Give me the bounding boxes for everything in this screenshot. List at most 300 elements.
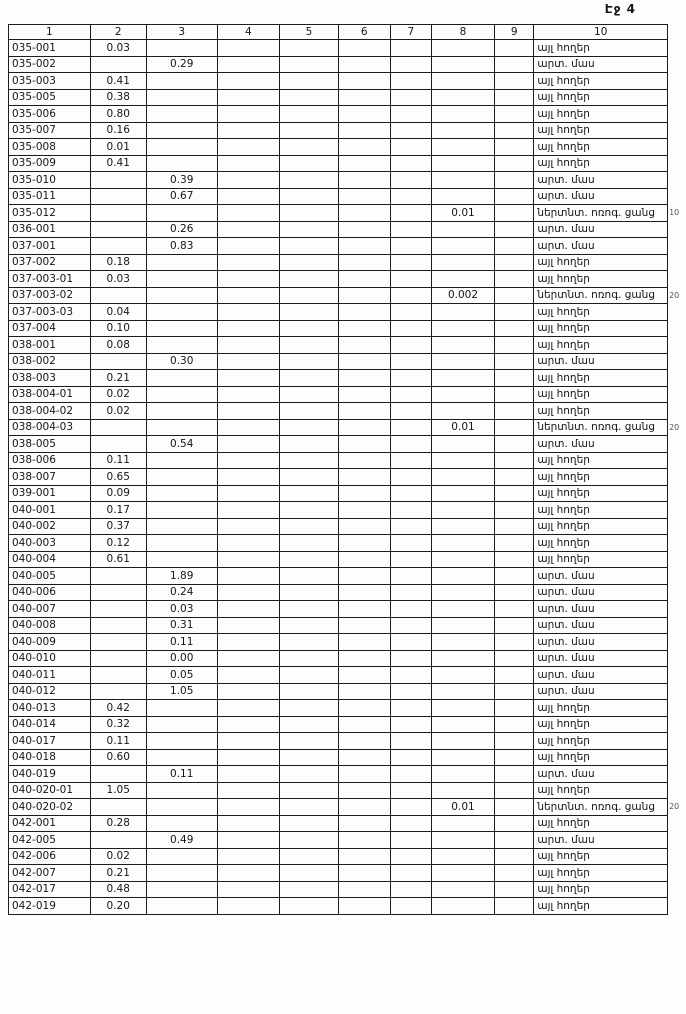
margin-note (668, 320, 686, 337)
value-cell (338, 815, 390, 832)
table-row (9, 551, 686, 568)
value-cell: 0.41 (90, 155, 146, 172)
value-cell (338, 56, 390, 73)
margin-note (668, 485, 686, 502)
value-cell (338, 353, 390, 370)
value-cell (146, 337, 217, 354)
land-type-cell: արտ. մաս (534, 683, 668, 700)
margin-note (668, 881, 686, 898)
parcel-code-cell: 035-010 (9, 172, 91, 189)
value-cell (338, 502, 390, 519)
value-cell (280, 221, 339, 238)
table-wrap (8, 24, 686, 915)
margin-note (668, 766, 686, 783)
value-cell (495, 452, 534, 469)
value-cell: 0.32 (90, 716, 146, 733)
value-cell: 0.42 (90, 700, 146, 717)
value-cell (217, 122, 280, 139)
value-cell (495, 271, 534, 288)
value-cell (390, 832, 431, 849)
value-cell (90, 617, 146, 634)
value-cell (495, 155, 534, 172)
value-cell (495, 188, 534, 205)
value-cell (280, 617, 339, 634)
value-cell (280, 271, 339, 288)
value-cell (338, 865, 390, 882)
table-row (9, 320, 686, 337)
value-cell (431, 155, 494, 172)
parcel-code-cell: 037-003-02 (9, 287, 91, 304)
value-cell (431, 551, 494, 568)
land-type-cell: այլ հողեր (534, 716, 668, 733)
table-row (9, 304, 686, 321)
value-cell (495, 205, 534, 222)
table-row (9, 749, 686, 766)
table-row (9, 568, 686, 585)
value-cell (495, 370, 534, 387)
value-cell (431, 832, 494, 849)
value-cell (280, 799, 339, 816)
value-cell (217, 238, 280, 255)
value-cell: 0.20 (90, 898, 146, 915)
value-cell (146, 815, 217, 832)
value-cell (146, 89, 217, 106)
value-cell (217, 667, 280, 684)
value-cell (217, 518, 280, 535)
value-cell (90, 766, 146, 783)
value-cell: 0.30 (146, 353, 217, 370)
table-row (9, 766, 686, 783)
table-row (9, 238, 686, 255)
value-cell (338, 122, 390, 139)
table-row (9, 122, 686, 139)
value-cell (280, 749, 339, 766)
land-type-cell: այլ հողեր (534, 89, 668, 106)
value-cell (431, 749, 494, 766)
margin-note (668, 700, 686, 717)
table-row (9, 56, 686, 73)
land-type-cell: այլ հողեր (534, 122, 668, 139)
value-cell (390, 238, 431, 255)
column-header: 9 (495, 25, 534, 40)
value-cell (280, 436, 339, 453)
value-cell (431, 485, 494, 502)
value-cell: 0.04 (90, 304, 146, 321)
value-cell (338, 254, 390, 271)
value-cell (390, 535, 431, 552)
value-cell (338, 205, 390, 222)
margin-note: 20 (669, 290, 680, 300)
land-type-cell: արտ. մաս (534, 568, 668, 585)
table-row (9, 254, 686, 271)
value-cell (338, 766, 390, 783)
value-cell (431, 518, 494, 535)
table-row (9, 518, 686, 535)
land-type-cell: այլ հողեր (534, 337, 668, 354)
value-cell (338, 518, 390, 535)
value-cell (431, 601, 494, 618)
table-row (9, 898, 686, 915)
land-type-cell: այլ հողեր (534, 403, 668, 420)
value-cell (90, 56, 146, 73)
value-cell: 1.05 (90, 782, 146, 799)
value-cell (338, 221, 390, 238)
value-cell: 0.49 (146, 832, 217, 849)
table-row (9, 106, 686, 123)
value-cell: 0.02 (90, 386, 146, 403)
value-cell (217, 403, 280, 420)
value-cell (146, 700, 217, 717)
table-row (9, 584, 686, 601)
value-cell (431, 535, 494, 552)
value-cell: 0.60 (90, 749, 146, 766)
value-cell (338, 304, 390, 321)
land-type-cell: այլ հողեր (534, 271, 668, 288)
table-row (9, 716, 686, 733)
parcel-code-cell: 038-004-01 (9, 386, 91, 403)
column-header: 2 (90, 25, 146, 40)
value-cell (217, 172, 280, 189)
parcel-code-cell: 040-005 (9, 568, 91, 585)
value-cell (390, 320, 431, 337)
land-type-cell: այլ հողեր (534, 485, 668, 502)
parcel-code-cell: 040-001 (9, 502, 91, 519)
value-cell (280, 485, 339, 502)
margin-note (668, 370, 686, 387)
value-cell (390, 799, 431, 816)
value-cell (217, 188, 280, 205)
value-cell (495, 337, 534, 354)
table-row (9, 287, 686, 304)
margin-note (668, 650, 686, 667)
value-cell (90, 205, 146, 222)
land-type-cell: արտ. մաս (534, 617, 668, 634)
margin-note (668, 386, 686, 403)
land-type-cell: արտ. մաս (534, 221, 668, 238)
margin-note (668, 122, 686, 139)
table-row (9, 73, 686, 90)
value-cell (390, 221, 431, 238)
table-row (9, 799, 686, 816)
value-cell (217, 485, 280, 502)
land-type-cell: արտ. մաս (534, 188, 668, 205)
value-cell (280, 287, 339, 304)
value-cell (146, 40, 217, 57)
value-cell (431, 716, 494, 733)
value-cell (338, 73, 390, 90)
value-cell (217, 634, 280, 651)
value-cell (146, 320, 217, 337)
value-cell: 0.03 (146, 601, 217, 618)
land-type-cell: այլ հողեր (534, 73, 668, 90)
value-cell (390, 650, 431, 667)
land-type-cell: այլ հողեր (534, 106, 668, 123)
value-cell (390, 40, 431, 57)
value-cell (217, 601, 280, 618)
value-cell (280, 172, 339, 189)
value-cell: 0.03 (90, 40, 146, 57)
land-type-cell: ներտնտ. ոռոգ. ցանց (534, 799, 668, 816)
value-cell: 0.37 (90, 518, 146, 535)
value-cell (390, 634, 431, 651)
value-cell (431, 139, 494, 156)
header-row (9, 25, 686, 40)
value-cell (280, 106, 339, 123)
value-cell (431, 815, 494, 832)
parcel-code-cell: 035-003 (9, 73, 91, 90)
margin-note (668, 683, 686, 700)
parcel-code-cell: 038-006 (9, 452, 91, 469)
value-cell (495, 898, 534, 915)
value-cell (495, 848, 534, 865)
value-cell (280, 238, 339, 255)
value-cell (390, 271, 431, 288)
margin-note (668, 56, 686, 73)
value-cell (90, 436, 146, 453)
value-cell (495, 683, 534, 700)
margin-note (668, 815, 686, 832)
table-row (9, 502, 686, 519)
value-cell: 1.89 (146, 568, 217, 585)
value-cell (431, 386, 494, 403)
value-cell (280, 89, 339, 106)
value-cell (217, 683, 280, 700)
value-cell (90, 287, 146, 304)
land-type-cell: արտ. մաս (534, 436, 668, 453)
value-cell (390, 568, 431, 585)
table-row (9, 733, 686, 750)
value-cell (217, 254, 280, 271)
value-cell: 0.48 (90, 881, 146, 898)
value-cell: 0.54 (146, 436, 217, 453)
value-cell (390, 749, 431, 766)
value-cell (390, 205, 431, 222)
value-cell (280, 700, 339, 717)
value-cell (146, 287, 217, 304)
value-cell: 0.21 (90, 865, 146, 882)
value-cell (338, 568, 390, 585)
value-cell (390, 766, 431, 783)
value-cell (495, 584, 534, 601)
value-cell (431, 683, 494, 700)
value-cell (280, 337, 339, 354)
value-cell (495, 535, 534, 552)
value-cell (146, 865, 217, 882)
value-cell (280, 469, 339, 486)
value-cell (146, 271, 217, 288)
value-cell: 0.03 (90, 271, 146, 288)
margin-note (668, 452, 686, 469)
value-cell (217, 716, 280, 733)
land-type-cell: այլ հողեր (534, 815, 668, 832)
margin-note (668, 733, 686, 750)
value-cell (390, 139, 431, 156)
land-type-cell: այլ հողեր (534, 782, 668, 799)
parcel-code-cell: 042-006 (9, 848, 91, 865)
value-cell (390, 403, 431, 420)
value-cell: 0.80 (90, 106, 146, 123)
value-cell (146, 749, 217, 766)
parcel-code-cell: 038-004-03 (9, 419, 91, 436)
value-cell (280, 188, 339, 205)
land-type-cell: արտ. մաս (534, 766, 668, 783)
value-cell (431, 172, 494, 189)
land-type-cell: այլ հողեր (534, 749, 668, 766)
value-cell (390, 733, 431, 750)
value-cell (431, 782, 494, 799)
value-cell (390, 254, 431, 271)
value-cell (280, 73, 339, 90)
value-cell (217, 106, 280, 123)
value-cell (495, 287, 534, 304)
value-cell: 0.18 (90, 254, 146, 271)
margin-note (668, 782, 686, 799)
value-cell (495, 749, 534, 766)
value-cell (217, 832, 280, 849)
value-cell (390, 73, 431, 90)
parcel-code-cell: 038-004-02 (9, 403, 91, 420)
value-cell (390, 122, 431, 139)
land-type-cell: այլ հողեր (534, 304, 668, 321)
value-cell (146, 304, 217, 321)
parcel-code-cell: 037-003-03 (9, 304, 91, 321)
value-cell (495, 73, 534, 90)
value-cell (495, 485, 534, 502)
table-row (9, 221, 686, 238)
value-cell (495, 172, 534, 189)
value-cell (338, 172, 390, 189)
value-cell (217, 799, 280, 816)
value-cell (280, 419, 339, 436)
value-cell (146, 122, 217, 139)
value-cell (217, 436, 280, 453)
value-cell (217, 502, 280, 519)
value-cell (338, 287, 390, 304)
value-cell (280, 782, 339, 799)
value-cell (431, 188, 494, 205)
land-type-cell: ներտնտ. ոռոգ. ցանց (534, 287, 668, 304)
margin-note (668, 337, 686, 354)
value-cell (390, 452, 431, 469)
parcel-code-cell: 037-002 (9, 254, 91, 271)
land-type-cell: այլ հողեր (534, 881, 668, 898)
value-cell (217, 56, 280, 73)
value-cell (280, 452, 339, 469)
value-cell (390, 601, 431, 618)
value-cell (338, 419, 390, 436)
value-cell (338, 898, 390, 915)
table-row (9, 865, 686, 882)
margin-note (668, 898, 686, 915)
value-cell (431, 634, 494, 651)
table-row (9, 617, 686, 634)
margin-note (668, 40, 686, 57)
parcel-code-cell: 042-005 (9, 832, 91, 849)
value-cell (390, 419, 431, 436)
value-cell (217, 353, 280, 370)
value-cell (90, 353, 146, 370)
land-type-cell: այլ հողեր (534, 848, 668, 865)
value-cell (338, 584, 390, 601)
table-row (9, 848, 686, 865)
value-cell (495, 320, 534, 337)
value-cell (146, 485, 217, 502)
land-parcel-table (8, 24, 686, 915)
value-cell (217, 881, 280, 898)
table-row (9, 353, 686, 370)
value-cell (390, 370, 431, 387)
value-cell: 1.05 (146, 683, 217, 700)
value-cell (431, 667, 494, 684)
value-cell: 0.39 (146, 172, 217, 189)
value-cell (431, 73, 494, 90)
value-cell (217, 749, 280, 766)
value-cell (431, 584, 494, 601)
land-type-cell: այլ հողեր (534, 700, 668, 717)
table-row (9, 469, 686, 486)
value-cell (217, 304, 280, 321)
value-cell (495, 106, 534, 123)
margin-note (668, 139, 686, 156)
value-cell (495, 502, 534, 519)
value-cell (431, 40, 494, 57)
parcel-code-cell: 035-011 (9, 188, 91, 205)
value-cell (338, 832, 390, 849)
value-cell (146, 254, 217, 271)
value-cell (280, 535, 339, 552)
value-cell (431, 56, 494, 73)
value-cell (217, 617, 280, 634)
value-cell (217, 568, 280, 585)
value-cell (217, 782, 280, 799)
margin-note (668, 89, 686, 106)
value-cell: 0.002 (431, 287, 494, 304)
value-cell (495, 56, 534, 73)
column-header: 5 (280, 25, 339, 40)
land-type-cell: այլ հողեր (534, 502, 668, 519)
value-cell: 0.17 (90, 502, 146, 519)
value-cell (90, 634, 146, 651)
value-cell (217, 700, 280, 717)
value-cell (431, 370, 494, 387)
parcel-code-cell: 039-001 (9, 485, 91, 502)
value-cell (146, 881, 217, 898)
value-cell (495, 568, 534, 585)
value-cell (431, 254, 494, 271)
parcel-code-cell: 042-001 (9, 815, 91, 832)
table-row (9, 700, 686, 717)
value-cell (495, 469, 534, 486)
value-cell (495, 40, 534, 57)
parcel-code-cell: 035-005 (9, 89, 91, 106)
value-cell (431, 568, 494, 585)
parcel-code-cell: 037-003-01 (9, 271, 91, 288)
column-header: 6 (338, 25, 390, 40)
value-cell (338, 799, 390, 816)
value-cell (431, 733, 494, 750)
value-cell (280, 40, 339, 57)
value-cell (495, 700, 534, 717)
value-cell (280, 386, 339, 403)
parcel-code-cell: 040-014 (9, 716, 91, 733)
value-cell (495, 304, 534, 321)
value-cell (431, 337, 494, 354)
margin-note (668, 601, 686, 618)
margin-note (668, 634, 686, 651)
value-cell (338, 485, 390, 502)
parcel-code-cell: 042-017 (9, 881, 91, 898)
table-row (9, 815, 686, 832)
